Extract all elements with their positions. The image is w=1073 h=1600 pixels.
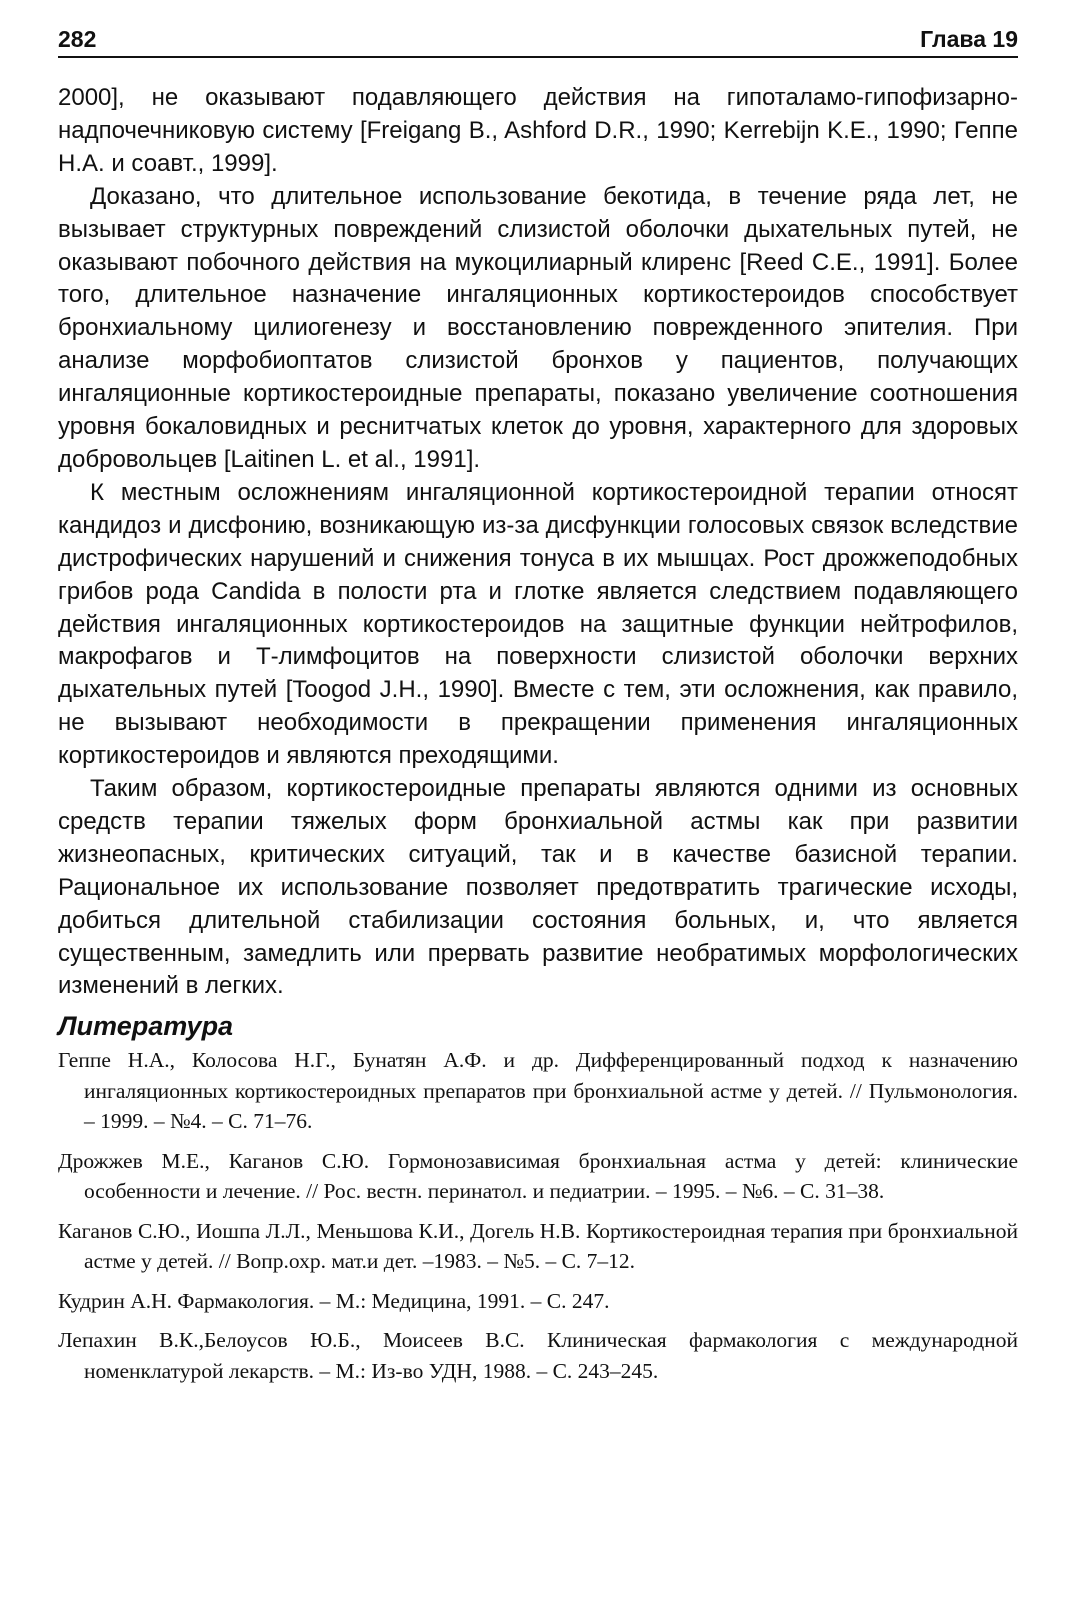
paragraph: Доказано, что длительное использование бекотида, в течение ряда лет, не вызывает структурных повреждений слизистой оболочки дыхательных путей, не оказывают побочного действия на мукоцилиарный клиренс [Reed C.E., 1991]. Более того, длительное назначение ингаляционных кортикостероидов способствует бронхиальному цилиогенезу и восстановлению поврежденного эпителия. При анализе морфобиоптатов слизистой бронхов у пациентов, получающих ингаляционные кортикостероидные препараты, показано увеличение соотношения уровня бокаловидных и реснитчатых клеток до уровня, характерного для здоровых добровольцев [Laitinen L. et al., 1991]. <box>58 182 1018 473</box>
literature-heading: Литература <box>58 1011 234 1042</box>
reference-item: Лепахин В.К.,Белоусов Ю.Б., Моисеев В.С. Клиническая фармакология с международной номенклатурой лекарств. – М.: Из-во УДН, 1988. – С. 243–245. <box>58 1328 1018 1383</box>
chapter-title: Глава 19 <box>920 26 1018 52</box>
book-page <box>58 24 1018 1395</box>
paragraph: Таким образом, кортикостероидные препараты являются одними из основных средств терапии тяжелых форм бронхиальной астмы как при развитии жизнеопасных, критических ситуаций, так и в качестве базисной терапии. Рациональное их использование позволяет предотвратить трагические исходы, добиться длительной стабилизации состояния больных, и, что является существенным, замедлить или прервать развитие необратимых морфологических изменений в легких. <box>58 775 1018 1000</box>
page-number: 282 <box>58 26 97 52</box>
reference-item: Дрожжев М.Е., Каганов С.Ю. Гормонозависимая бронхиальная астма у детей: клинические особенности и лечение. // Рос. вестн. перинатол. и педиатрии. – 1995. – №6. – С. 31–38. <box>58 1148 1018 1204</box>
paragraph: К местным осложнениям ингаляционной кортикостероидной терапии относят кандидоз и дисфонию, возникающую из-за дисфункции голосовых связок вследствие дистрофических нарушений и снижения тонуса в их мышцах. Рост дрожжеподобных грибов рода Candida в полости рта и глотке является следствием подавляющего действия ингаляционных кортикостероидов на защитные функции нейтрофилов, макрофагов и Т-лимфоцитов на поверхности слизистой оболочки верхних дыхательных путей [Toogod J.H., 1990]. Вместе с тем, эти осложнения, как правило, не вызывают необходимости в прекращении применения ингаляционных кортикостероидов и являются преходящими. <box>58 478 1018 770</box>
reference-item: Каганов С.Ю., Иошпа Л.Л., Меньшова К.И., Догель Н.В. Кортикостероидная терапия при бронхиальной астме у детей. // Вопр.охр. мат.и дет. –1983. – №5. – С. 7–12. <box>58 1218 1018 1274</box>
paragraph: 2000], не оказывают подавляющего действия на гипоталамо-гипофизарно-надпочечниковую систему [Freigang B., Ashford D.R., 1990; Kerrebijn K.E., 1990; Геппе Н.А. и соавт., 1999]. <box>58 84 1018 177</box>
reference-item: Геппе Н.А., Колосова Н.Г., Бунатян А.Ф. и др. Дифференцированный подход к назначению ингаляционных кортикостероидных препаратов при бронхиальной астме у детей. // Пульмонология. – 1999. – №4. – С. 71–76. <box>58 1048 1018 1134</box>
page-header <box>58 24 1018 58</box>
reference-item: Кудрин А.Н. Фармакология. – М.: Медицина, 1991. – С. 247. <box>58 1288 610 1313</box>
body-text <box>58 82 1018 1003</box>
reference-list <box>58 1045 1018 1386</box>
